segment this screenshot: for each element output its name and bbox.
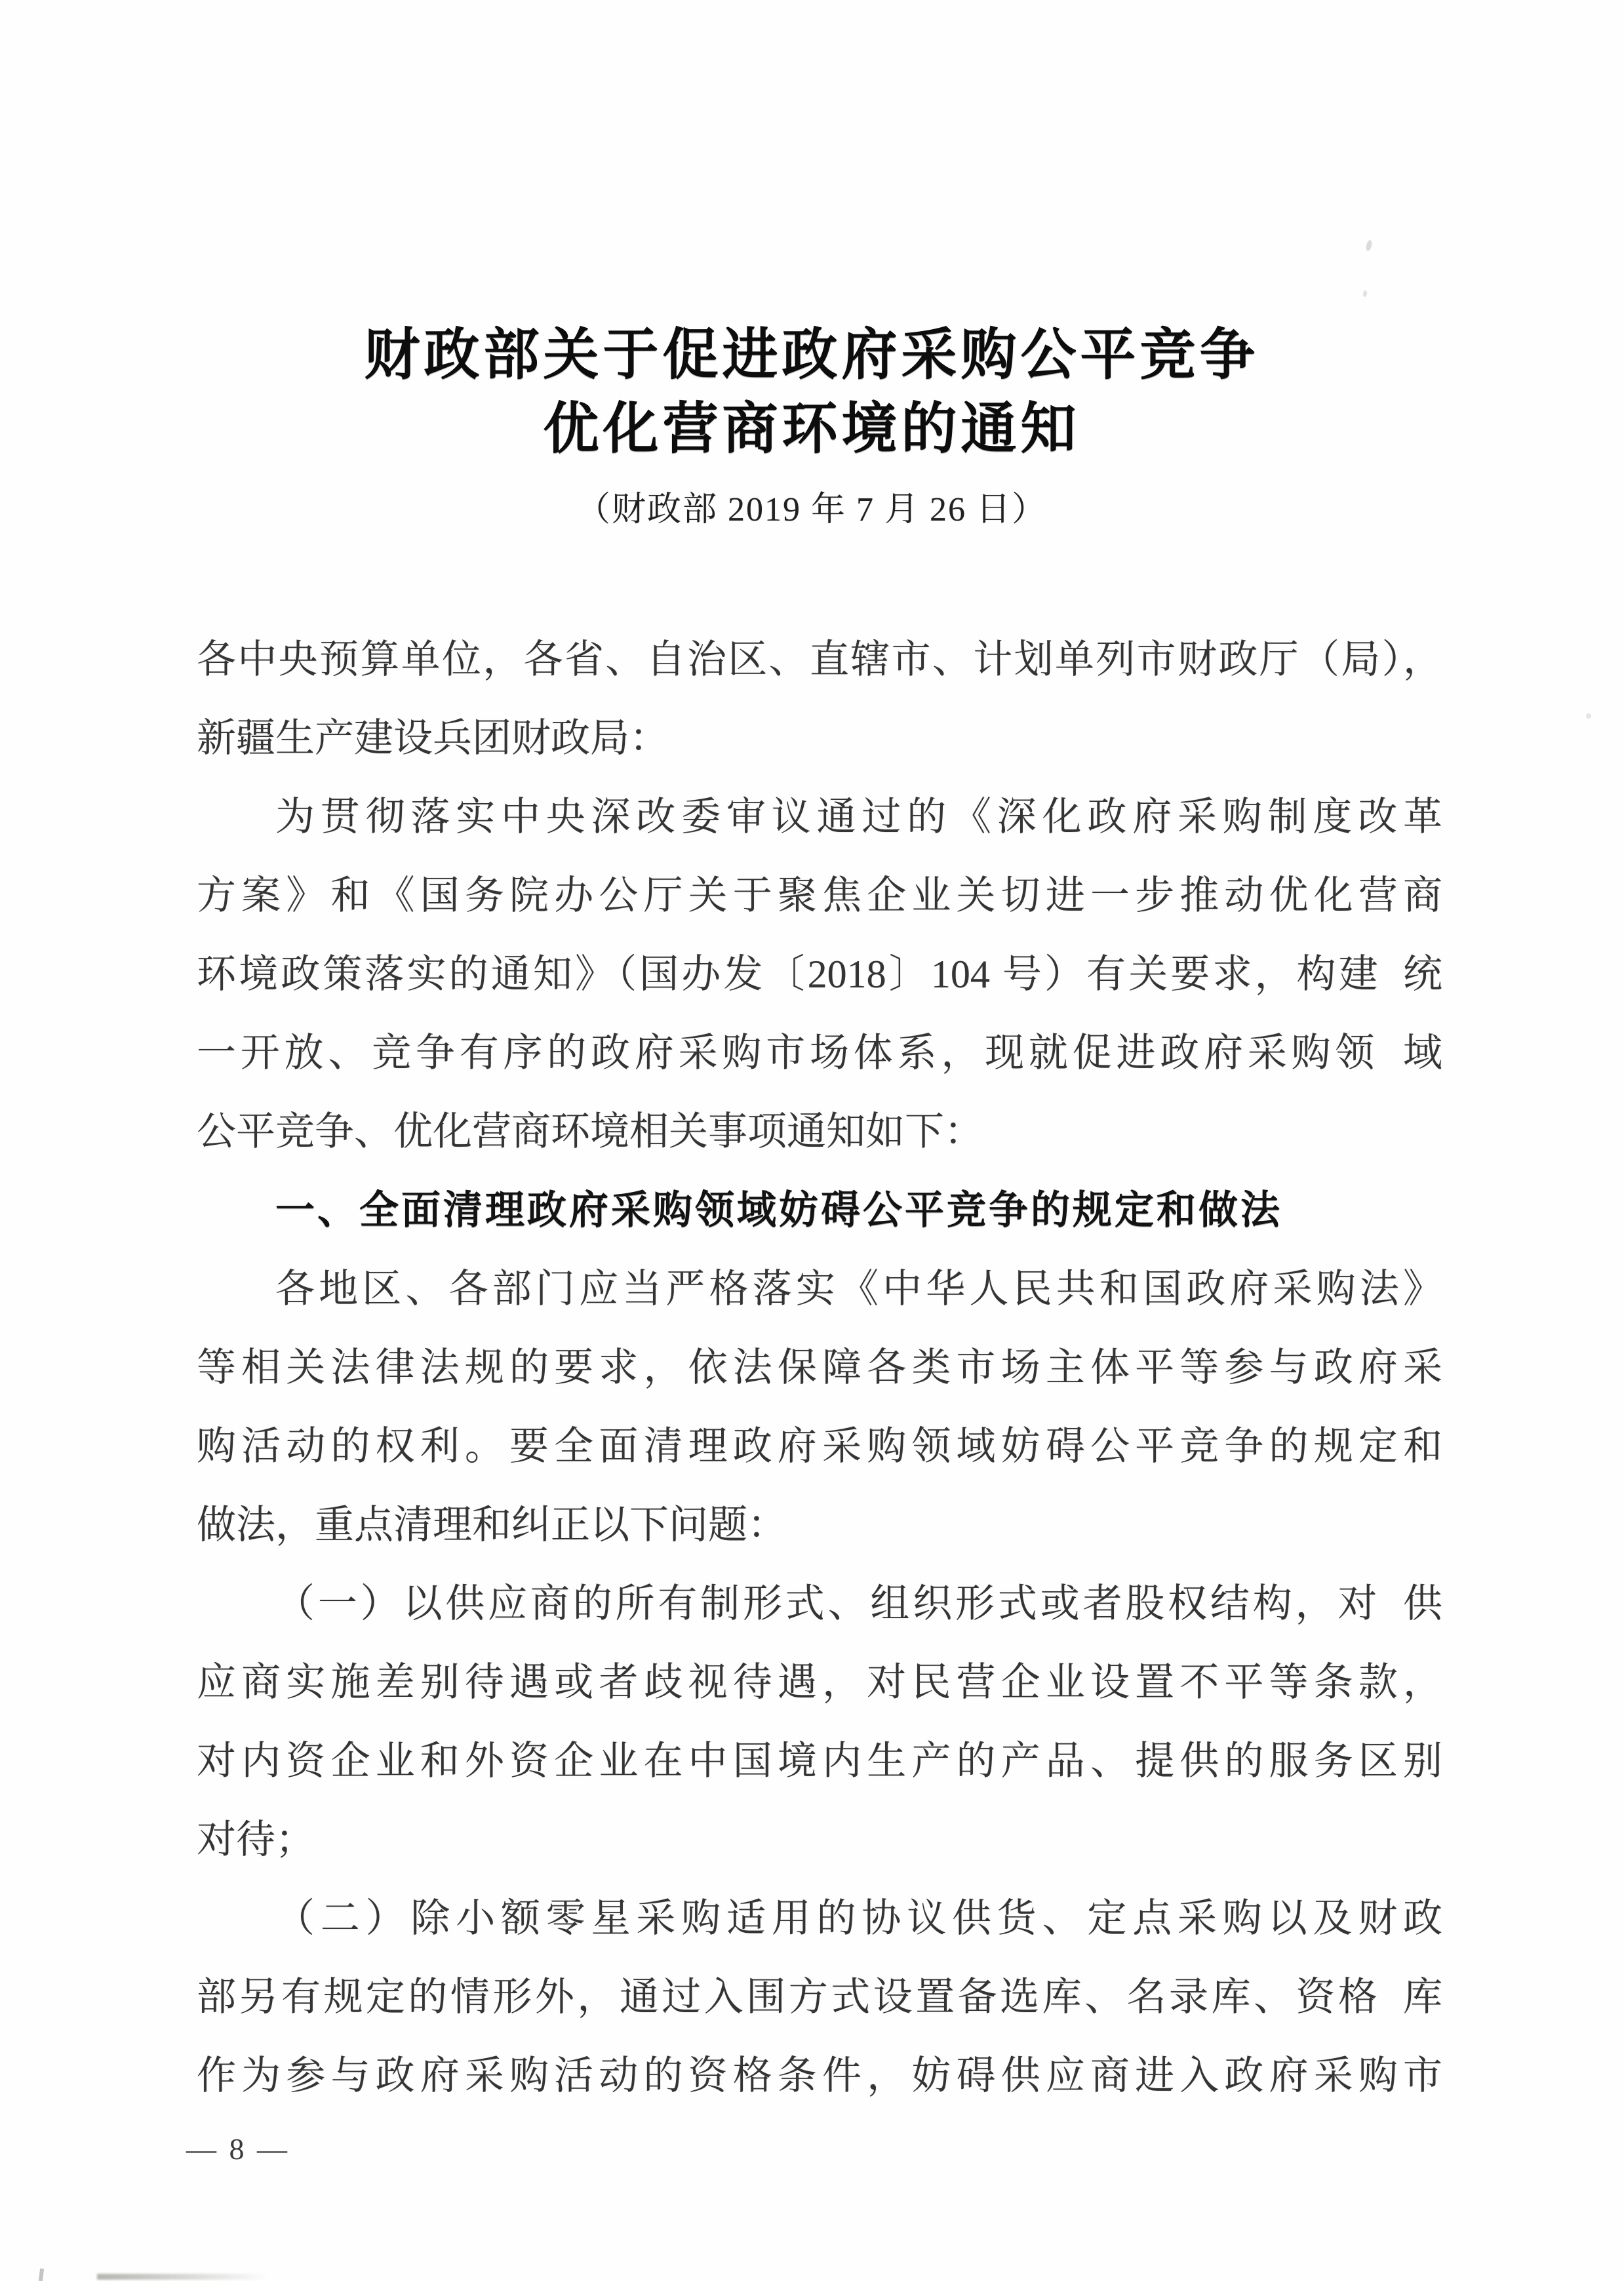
body-line: 各地区、各部门应当严格落实《中华人民共和国政府采购法》 <box>275 1267 1442 1311</box>
body-line: 一开放、竞争有序的政府采购市场体系，现就促进政府采购领 域 <box>197 1031 1442 1075</box>
document-title <box>189 319 1435 467</box>
scan-artifact-speck <box>1362 290 1368 298</box>
body-line: 部另有规定的情形外，通过入围方式设置备选库、名录库、资格 库 <box>197 1975 1442 2019</box>
body-line: 为贯彻落实中央深改委审议通过的《深化政府采购制度改革 <box>275 795 1442 839</box>
dateline: （财政部 2019 年 7 月 26 日） <box>576 491 1047 528</box>
body-line: 作为参与政府采购活动的资格条件，妨碍供应商进入政府采购市 <box>197 2054 1442 2097</box>
body-line: （一）以供应商的所有制形式、组织形式或者股权结构，对 供 <box>275 1582 1442 1625</box>
section-heading: 一、全面清理政府采购领域妨碍公平竞争的规定和做法 <box>275 1188 1282 1232</box>
scan-artifact-smudge <box>97 2274 269 2280</box>
document-header <box>189 319 1435 534</box>
body-line: 购活动的权利。要全面清理政府采购领域妨碍公平竞争的规定和 <box>197 1425 1442 1468</box>
scan-artifact-tick <box>39 2269 44 2281</box>
body-line: 方案》和《国务院办公厅关于聚焦企业关切进一步推动优化营商 <box>197 874 1442 917</box>
body-line: 环境政策落实的通知》（国办发〔2018〕104 号）有关要求，构建 统 <box>197 953 1442 996</box>
scan-artifact-speck <box>1365 239 1373 251</box>
body-line: 对内资企业和外资企业在中国境内生产的产品、提供的服务区别 <box>197 1739 1442 1783</box>
body-line: 公平竞争、优化营商环境相关事项通知如下： <box>197 1110 983 1153</box>
title-line-2: 优化营商环境的通知 <box>543 399 1080 460</box>
title-line-1: 财政部关于促进政府采购公平竞争 <box>364 325 1259 386</box>
body-line: 新疆生产建设兵团财政局： <box>197 717 669 760</box>
body-line: （二）除小额零星采购适用的协议供货、定点采购以及财政 <box>275 1897 1442 1940</box>
body-line: 对待； <box>197 1818 315 1861</box>
body-line: 各中央预算单位，各省、自治区、直辖市、计划单列市财政厅（局）， <box>197 638 1442 681</box>
document-body <box>197 620 1442 2115</box>
body-line: 应商实施差别待遇或者歧视待遇，对民营企业设置不平等条款， <box>197 1661 1442 1704</box>
body-line: 等相关法律法规的要求，依法保障各类市场主体平等参与政府采 <box>197 1346 1442 1389</box>
body-line: 做法，重点清理和纠正以下问题： <box>197 1503 787 1547</box>
page-number: — 8 — <box>186 2132 290 2166</box>
scan-artifact-speck <box>1586 713 1591 719</box>
